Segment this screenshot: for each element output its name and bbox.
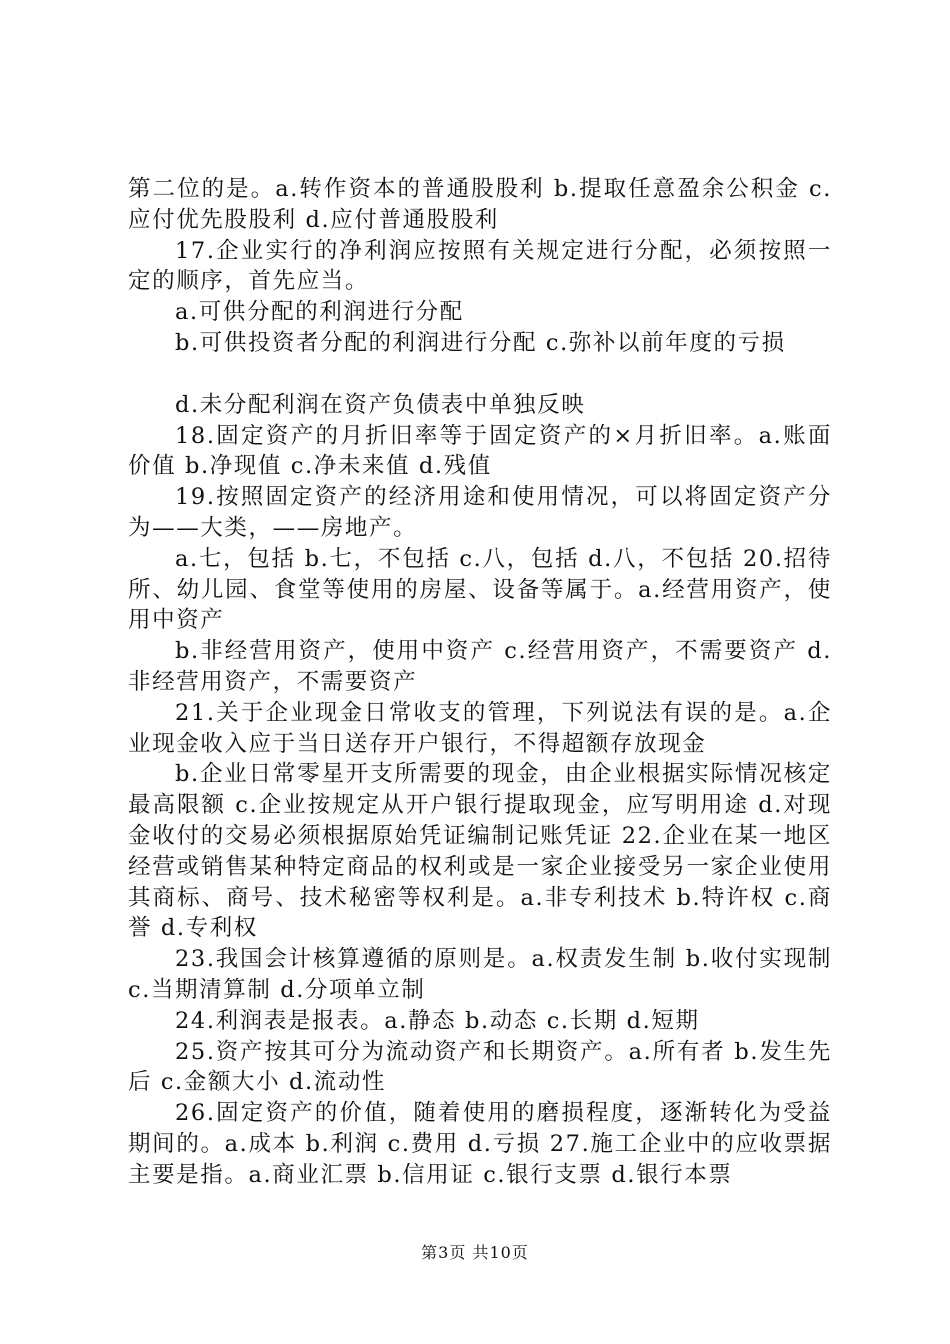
paragraph-q19: 19.按照固定资产的经济用途和使用情况，可以将固定资产分为——大类，——房地产。 xyxy=(128,484,832,541)
paragraph-q18: 18.固定资产的月折旧率等于固定资产的×月折旧率。a.账面价值 b.净现值 c.净未来值 d.残值 xyxy=(128,422,832,480)
paragraph-q24: 24.利润表是报表。a.静态 b.动态 c.长期 d.短期 xyxy=(175,1007,700,1034)
paragraph-q17-option-a: a.可供分配的利润进行分配 xyxy=(175,299,464,326)
paragraph-q17: 17.企业实行的净利润应按照有关规定进行分配，必须按照一定的顺序，首先应当。 xyxy=(128,237,832,295)
paragraph-q21: 21.关于企业现金日常收支的管理，下列说法有误的是。a.企业现金收入应于当日送存开户银行，不得超额存放现金 xyxy=(128,699,832,757)
page-number-footer: 第3页 共10页 xyxy=(421,1243,529,1262)
paragraph-q26-q27: 26.固定资产的价值，随着使用的磨损程度，逐渐转化为受益期间的。a.成本 b.利润 c.费用 d.亏损 27.施工企业中的应收票据主要是指。a.商业汇票 b.信用证 c.银行支票 d.银行本票 xyxy=(128,1100,832,1188)
paragraph-gap xyxy=(128,359,832,390)
paragraph-q20-options: b.非经营用资产，使用中资产 c.经营用资产，不需要资产 d.非经营用资产，不需要资产 xyxy=(128,638,832,695)
paragraph-q17-option-b-c: b.可供投资者分配的利润进行分配 c.弥补以前年度的亏损 xyxy=(175,329,786,356)
paragraph-q17-option-d: d.未分配利润在资产负债表中单独反映 xyxy=(175,391,586,418)
paragraph-q19-options-q20: a.七，包括 b.七，不包括 c.八，包括 d.八，不包括 20.招待所、幼儿园、食堂等使用的房屋、设备等属于。a.经营用资产，使用中资产 xyxy=(128,545,832,634)
document-body xyxy=(128,174,832,1191)
paragraph-q21-options-q22: b.企业日常零星开支所需要的现金，由企业根据实际情况核定最高限额 c.企业按规定从开户银行提取现金，应写明用途 d.对现金收付的交易必须根据原始凭证编制记账凭证 22.企业在某一地区经营或销售某种特定商品的权利或是一家企业接受另一家企业使用其商标、商号、技术秘密等权利是。a.非专利技术 b.特许权 c.商誉 d.专利权 xyxy=(128,761,832,942)
paragraph-q16-continued: 第二位的是。a.转作资本的普通股股利 b.提取任意盈余公积金 c.应付优先股股利 d.应付普通股股利 xyxy=(128,176,832,233)
paragraph-q25: 25.资产按其可分为流动资产和长期资产。a.所有者 b.发生先后 c.金额大小 d.流动性 xyxy=(128,1038,832,1096)
paragraph-q23: 23.我国会计核算遵循的原则是。a.权责发生制 b.收付实现制 c.当期清算制 d.分项单立制 xyxy=(128,946,832,1003)
